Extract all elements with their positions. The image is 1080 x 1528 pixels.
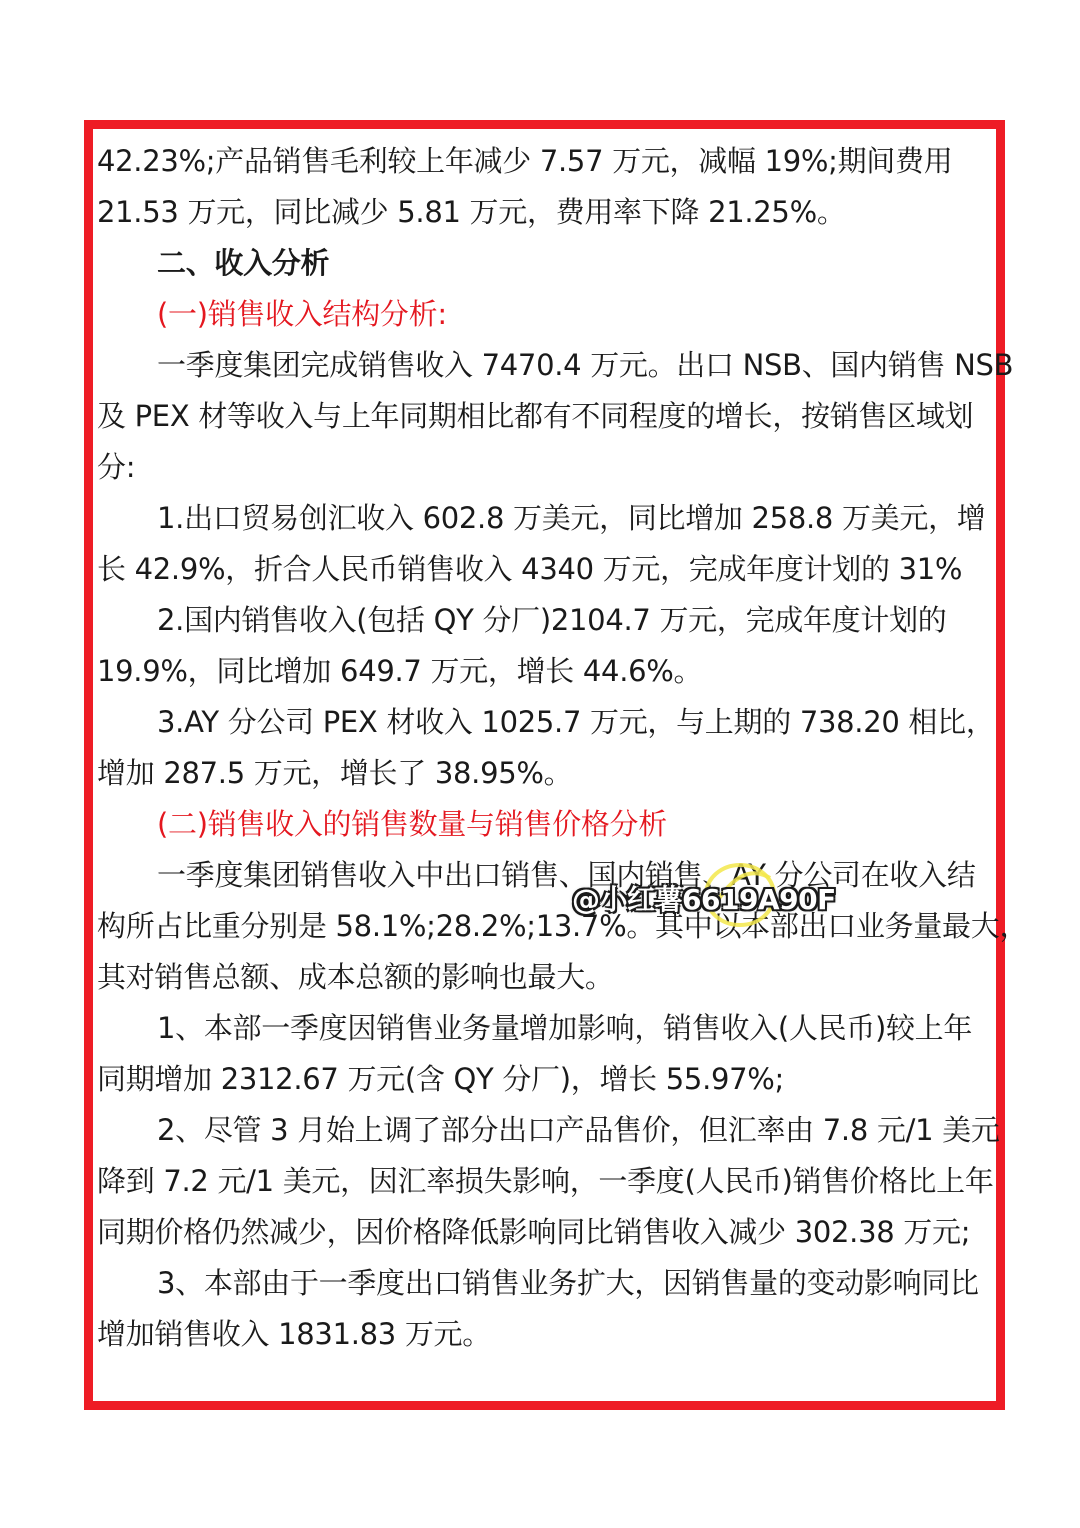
text-line: 及 PEX 材等收入与上年同期相比都有不同程度的增长，按销售区域划 xyxy=(97,399,974,433)
text-line: 构所占比重分别是 58.1%;28.2%;13.7%。其中以本部出口业务量最大， xyxy=(97,909,1029,943)
text-line: 2.国内销售收入(包括 QY 分厂)2104.7 万元，完成年度计划的 xyxy=(157,603,947,637)
subsection-heading: (一)销售收入结构分析: xyxy=(157,297,447,331)
subsection-heading: (二)销售收入的销售数量与销售价格分析 xyxy=(157,807,667,841)
text-line: 长 42.9%，折合人民币销售收入 4340 万元，完成年度计划的 31% xyxy=(97,552,963,586)
section-heading: 二、收入分析 xyxy=(157,246,330,280)
text-line: 一季度集团完成销售收入 7470.4 万元。出口 NSB、国内销售 NSB xyxy=(157,348,1014,382)
text-line: 其对销售总额、成本总额的影响也最大。 xyxy=(97,960,614,994)
text-line: 同期增加 2312.67 万元(含 QY 分厂)，增长 55.97%; xyxy=(97,1062,785,1096)
text-line: 同期价格仍然减少，因价格降低影响同比销售收入减少 302.38 万元; xyxy=(97,1215,971,1249)
text-line: 42.23%;产品销售毛利较上年减少 7.57 万元，减幅 19%;期间费用 xyxy=(97,144,953,178)
text-line: 3.AY 分公司 PEX 材收入 1025.7 万元，与上期的 738.20 相比， xyxy=(157,705,995,739)
text-line: 19.9%，同比增加 649.7 万元，增长 44.6%。 xyxy=(97,654,703,688)
document-body xyxy=(97,136,1029,1360)
text-line: 1、本部一季度因销售业务量增加影响，销售收入(人民币)较上年 xyxy=(157,1011,973,1045)
text-line: 一季度集团销售收入中出口销售、国内销售、AY 分公司在收入结 xyxy=(157,858,976,892)
text-line: 2、尽管 3 月始上调了部分出口产品售价，但汇率由 7.8 元/1 美元 xyxy=(157,1113,1000,1147)
text-line: 3、本部由于一季度出口销售业务扩大，因销售量的变动影响同比 xyxy=(157,1266,979,1300)
text-line: 降到 7.2 元/1 美元，因汇率损失影响，一季度(人民币)销售价格比上年 xyxy=(97,1164,994,1198)
text-line: 分: xyxy=(97,450,136,484)
text-line: 21.53 万元，同比减少 5.81 万元，费用率下降 21.25%。 xyxy=(97,195,846,229)
watermark-text: @小红薯6619A90F xyxy=(572,883,836,916)
text-line: 增加销售收入 1831.83 万元。 xyxy=(97,1317,491,1351)
text-line: 增加 287.5 万元，增长了 38.95%。 xyxy=(97,756,573,790)
text-line: 1.出口贸易创汇收入 602.8 万美元，同比增加 258.8 万美元，增 xyxy=(157,501,986,535)
